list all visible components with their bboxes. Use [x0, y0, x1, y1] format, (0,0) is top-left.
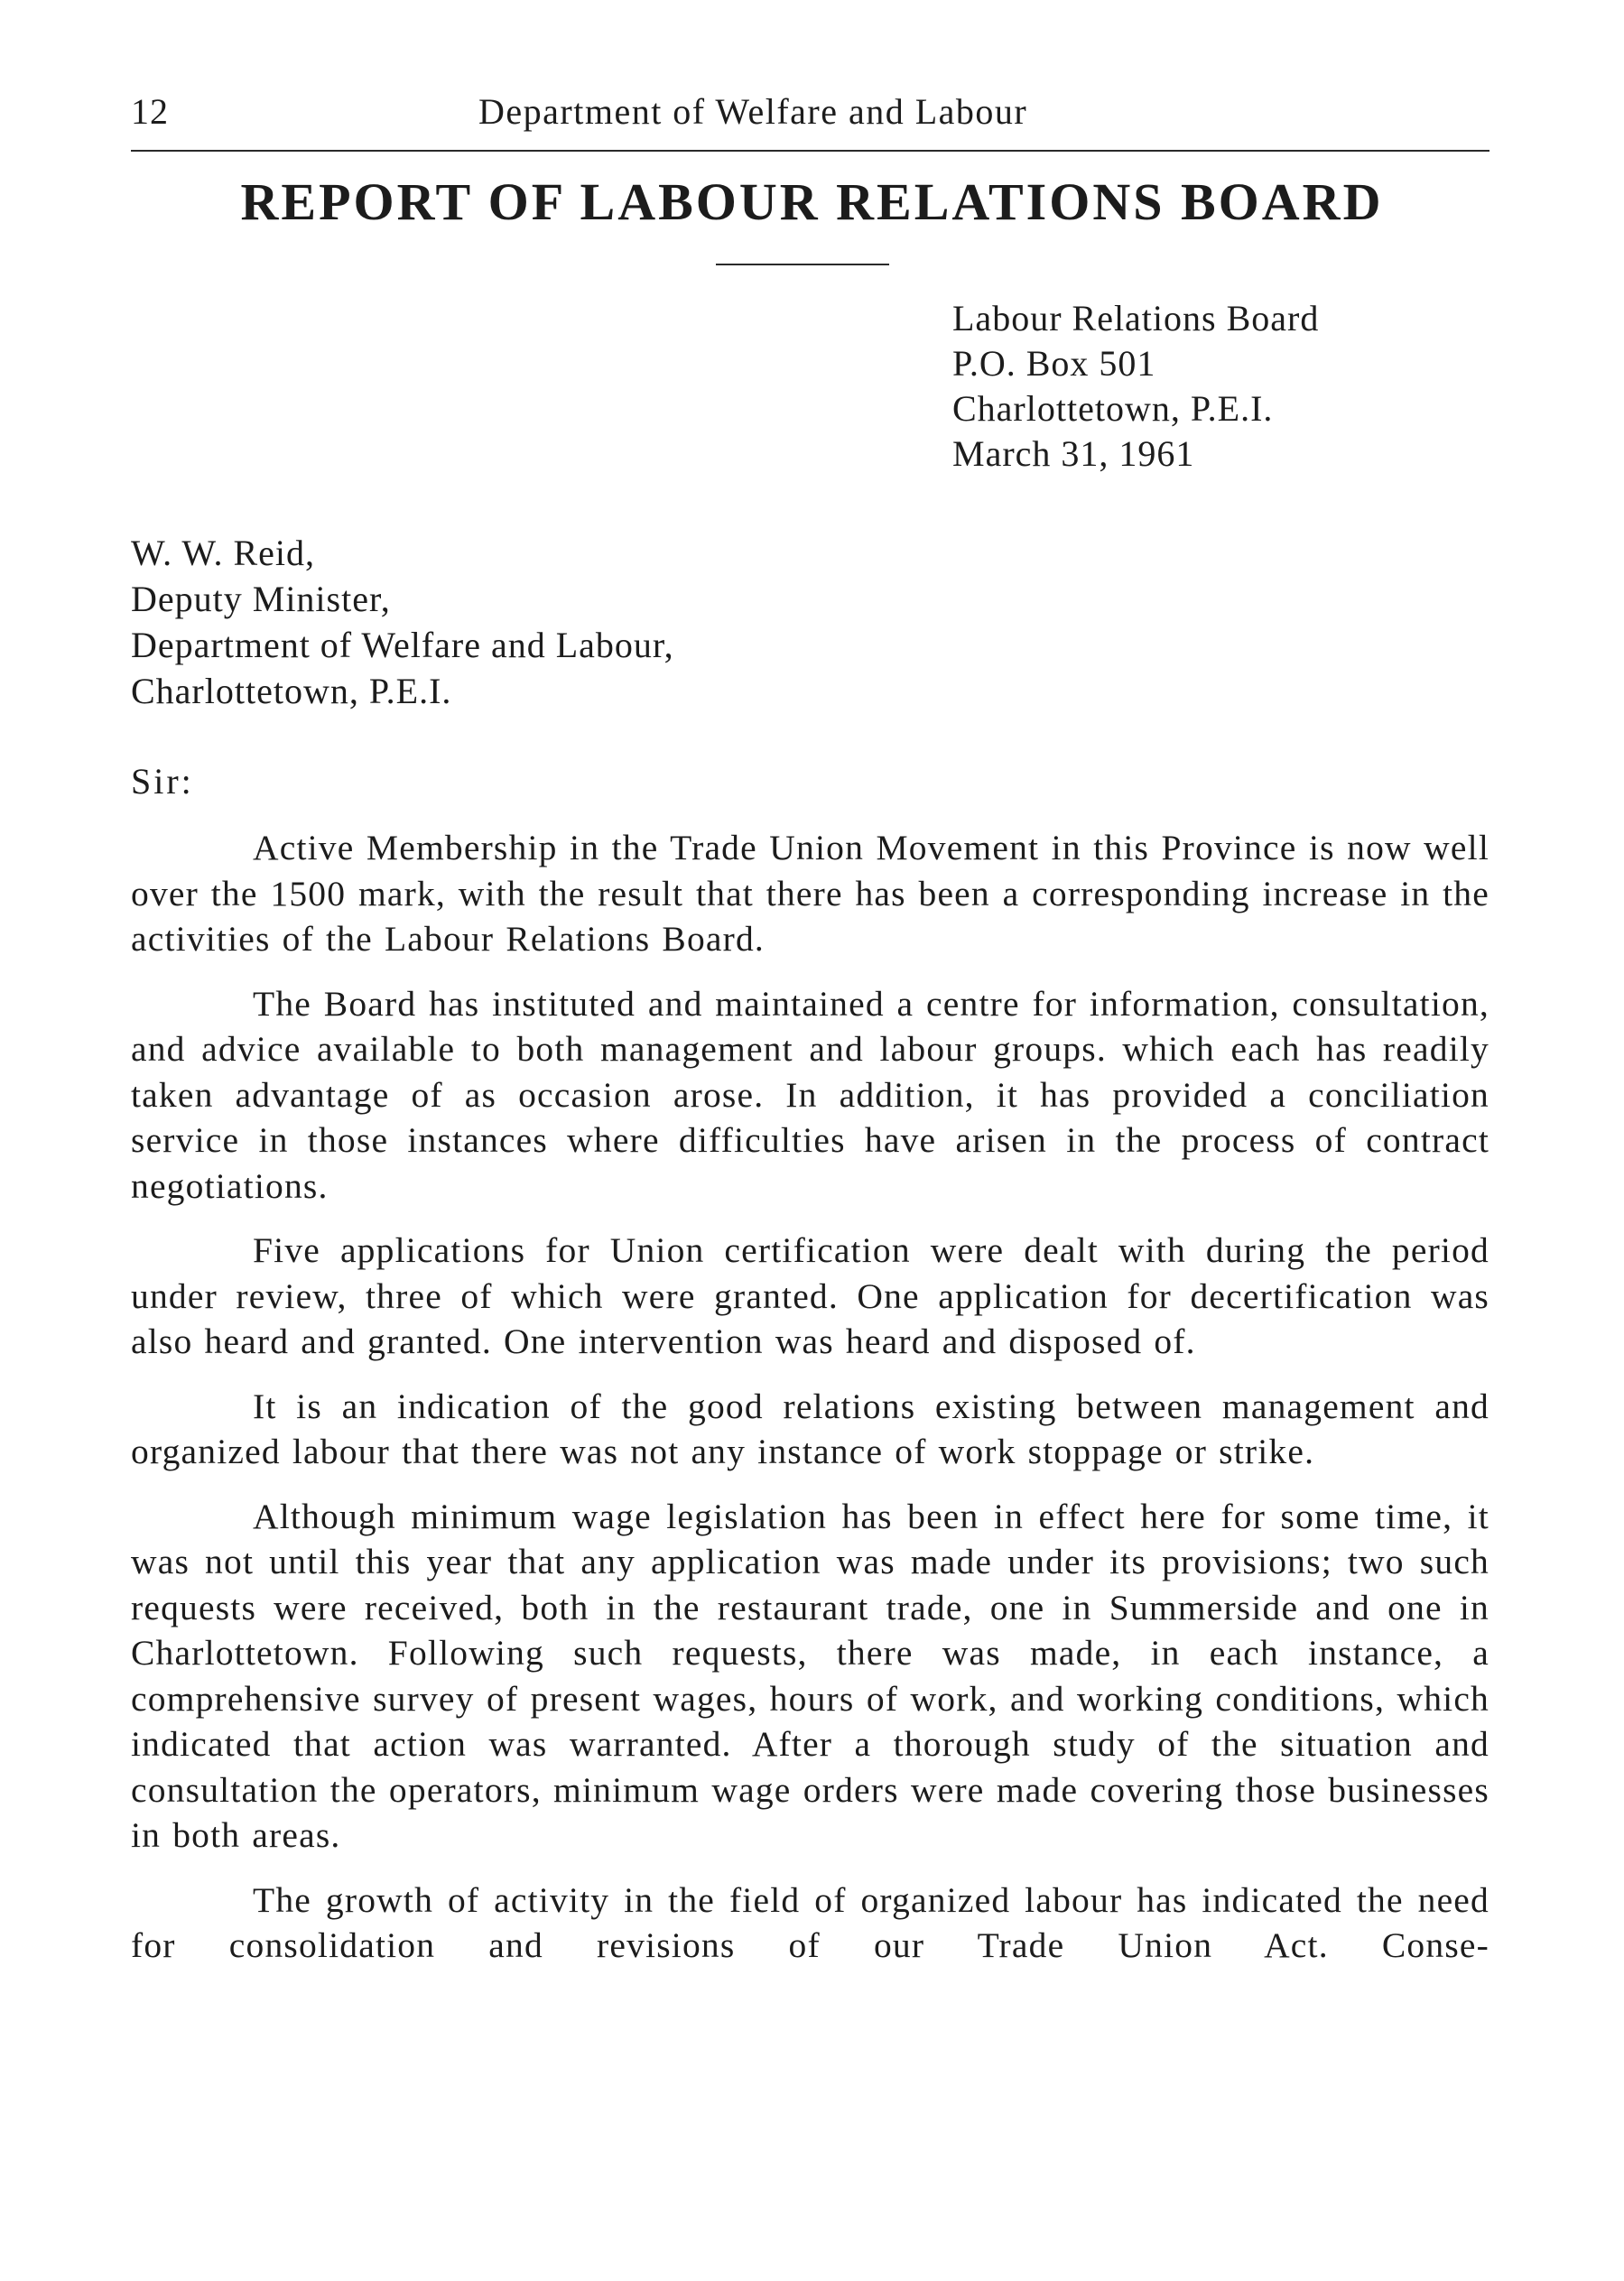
sender-address — [952, 296, 1319, 477]
body-paragraph: The Board has instituted and maintained a centre for information, consultation, and advice available to both management and labour groups. which each has readily taken advantage of as occasion arose. In addition, it has provided a conciliation service in those instances where difficulties have arisen in the process of contract negotiations. — [131, 983, 1489, 1206]
body-paragraph: Active Membership in the Trade Union Movement in this Province is now well over the 1500 mark, with the result that there has been a corresponding increase in the activities of the Labour Relations Board. — [131, 828, 1489, 959]
body-paragraph: The growth of activity in the field of organized labour has indicated the need for consolidation and revisions of our Trade Union Act. Conse- — [131, 1879, 1489, 1965]
sender-line: Labour Relations Board — [952, 298, 1320, 338]
page-number: 12 — [131, 91, 169, 132]
recipient-line: Deputy Minister, — [131, 579, 391, 619]
body-paragraph: It is an indication of the good relations existing between management and organized labour that there was not any instance of work stoppage or strike. — [131, 1386, 1489, 1471]
report-title: REPORT OF LABOUR RELATIONS BOARD — [240, 172, 1384, 231]
running-head — [131, 90, 1485, 144]
body-paragraph: Five applications for Union certification were dealt with during the period under review, three of which were granted. One application for decertification was also heard and granted. One intervention was heard and disposed of. — [131, 1230, 1489, 1361]
sender-line: Charlottetown, P.E.I. — [952, 388, 1274, 429]
sender-line: P.O. Box 501 — [952, 343, 1156, 384]
title-rule — [716, 264, 889, 265]
salutation: Sir: — [131, 761, 194, 802]
body-paragraph: Although minimum wage legislation has been in effect here for some time, it was not until this year that any application was made under its provisions; two such requests were received, both in the restaurant trade, one in Summerside and one in Charlottetown. Following such requests, there was made, in each instance, a comprehensive survey of present wages, hours of work, and working conditions, which indicated that action was warranted. After a thorough study of the situation and consultation the operators, minimum wage orders were made covering those businesses in both areas. — [131, 1496, 1489, 1855]
recipient-line: W. W. Reid, — [131, 533, 315, 573]
recipient-line: Department of Welfare and Labour, — [131, 625, 674, 665]
header-rule — [131, 150, 1489, 152]
recipient-address — [131, 530, 674, 714]
running-title: Department of Welfare and Labour — [478, 91, 1028, 132]
recipient-line: Charlottetown, P.E.I. — [131, 671, 452, 711]
letter-body — [131, 825, 1489, 1969]
letter-date: March 31, 1961 — [952, 433, 1195, 474]
